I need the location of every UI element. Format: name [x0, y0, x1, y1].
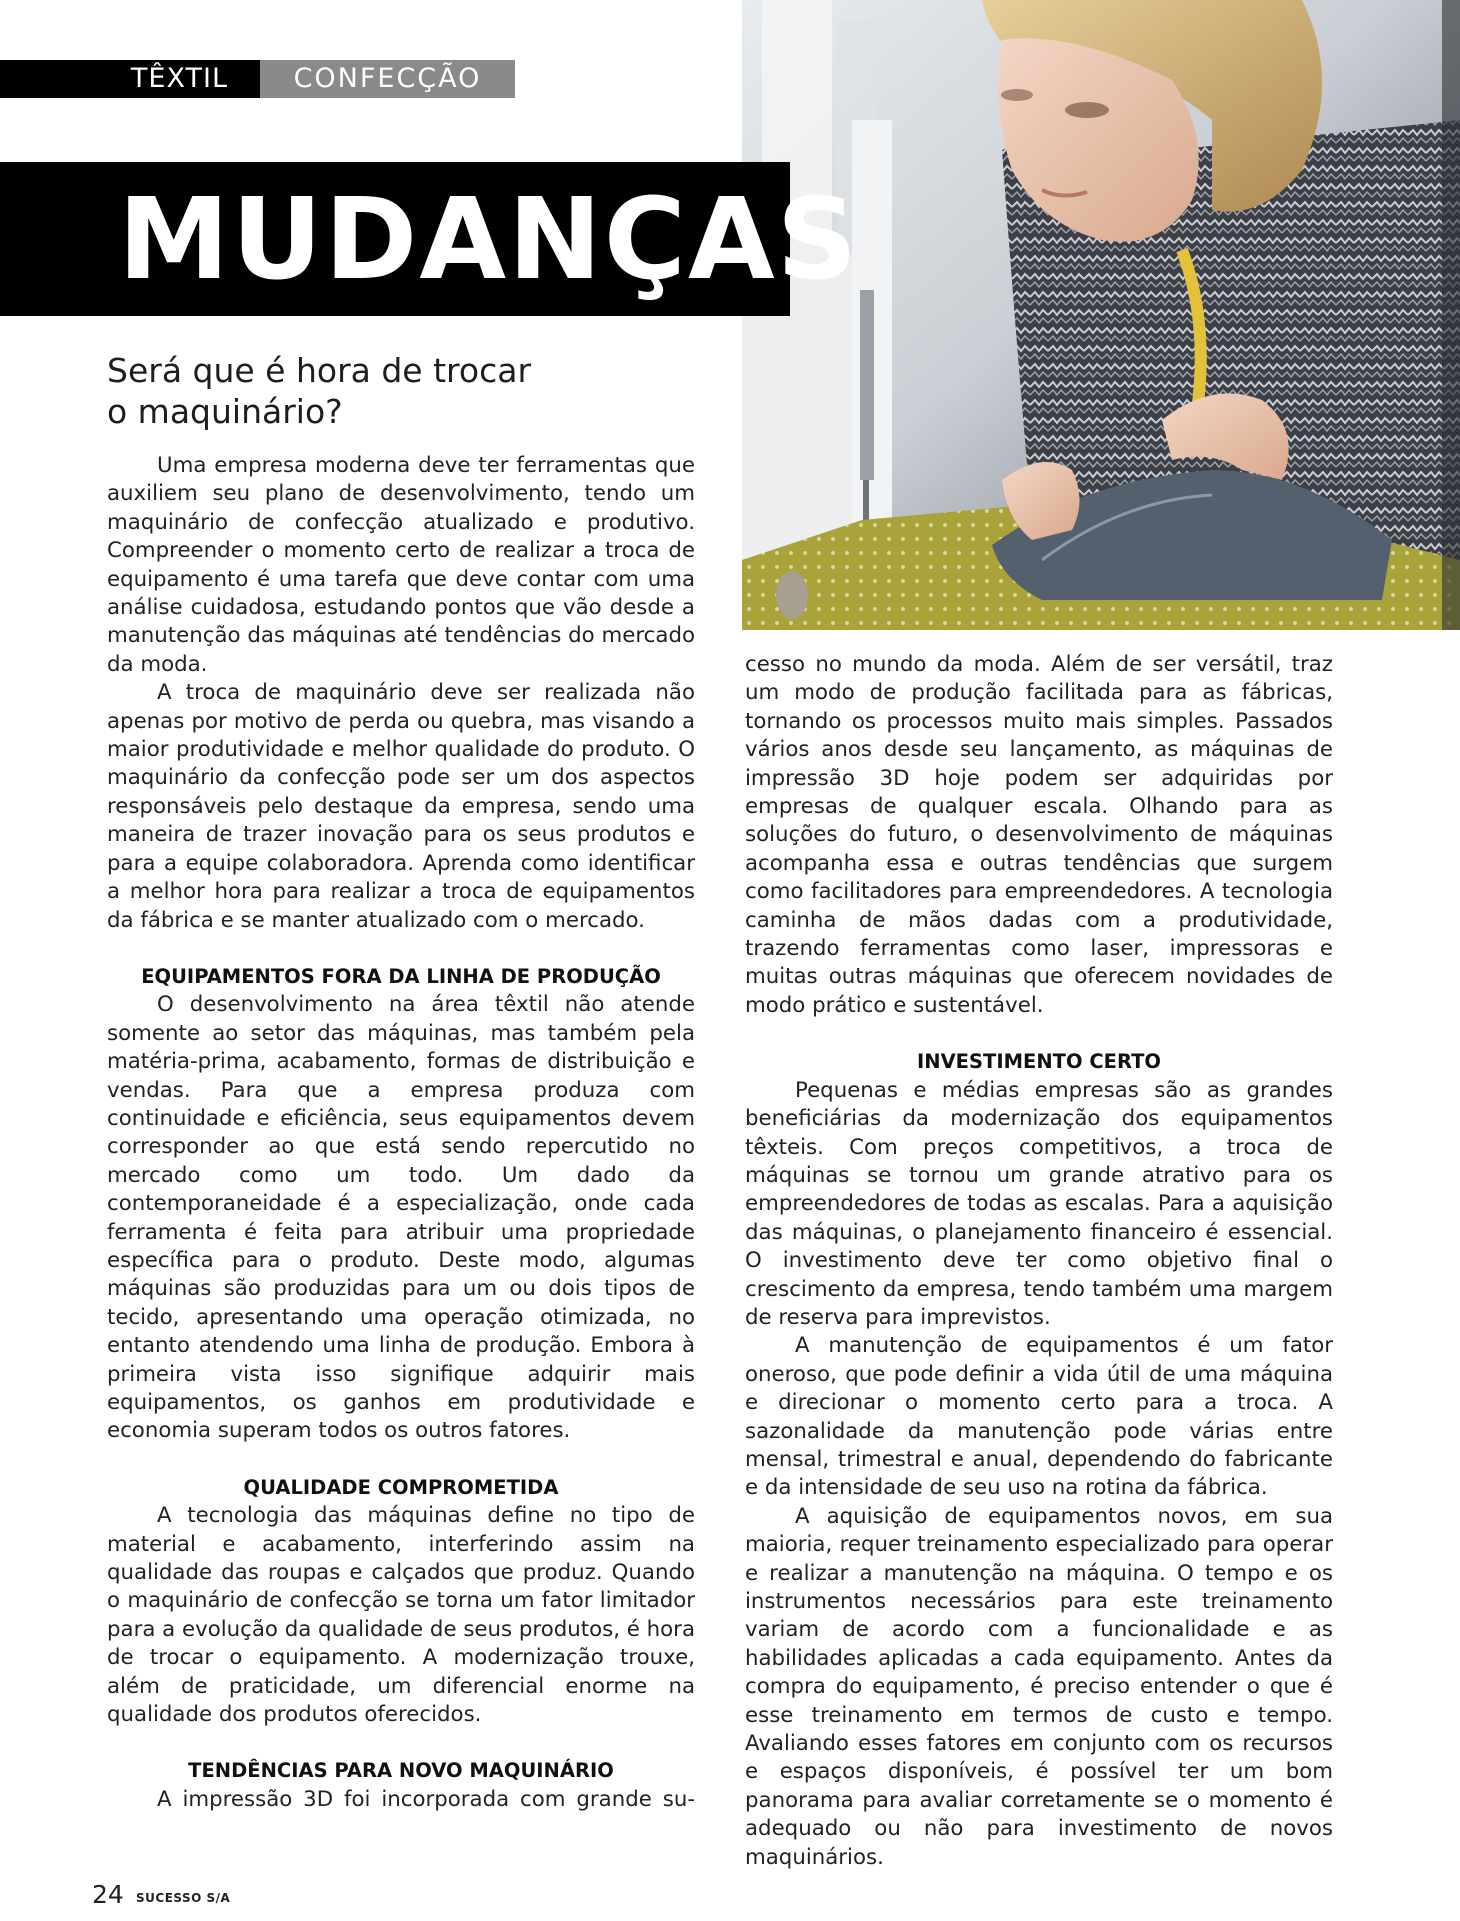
paragraph: A tecnologia das máquinas define no tipo de material e acabamento, interferindo assim na qualidade das roupas e calçados que produz. Quando o maquinário de confecção se torna um fator limitador para a evolução da qualidade de seus produtos, é hora de trocar o equipamento. A modernização trouxe, além de praticidade, um diferencial enorme na qualidade dos produtos oferecidos.: [107, 1503, 695, 1728]
paragraph: cesso no mundo da moda. Além de ser versátil, traz um modo de produção facilitada para as fábricas, tornando os processos muito mais simples. Passados vários anos desde seu lançamento, as máquinas de impressão 3D hoje podem ser adquiridas por empresas de qualquer escala. Olhando para as soluções do futuro, o desenvolvimento de máquinas acompanha essa e outras tendências que surgem como facilitadores para empreendedores. A tecnologia caminha de mãos dadas com a produtividade, trazendo ferramentas como laser, impressoras e muitas outras máquinas que oferecem novidades de modo prático e sustentável.: [745, 652, 1333, 1018]
article-photo: [742, 0, 1460, 630]
section-tag-confeccao: CONFECÇÃO: [260, 60, 515, 98]
paragraph: A impressão 3D foi incorporada com grande su-: [157, 1786, 695, 1812]
paragraph: Uma empresa moderna deve ter ferramentas que auxiliem seu plano de desenvolvimento, tendo um maquinário de confecção atualizado e produtivo. Compreender o momento certo de realizar a troca de equipamento é uma tarefa que deve contar com uma análise cuidadosa, estudando pontos que vão desde a manutenção das máquinas até tendências do mercado da moda.: [107, 453, 695, 677]
article-title: MUDANÇAS: [118, 175, 860, 305]
subtitle-line-1: Será que é hora de trocar: [107, 351, 532, 390]
section-heading: QUALIDADE COMPROMETIDA: [243, 1475, 559, 1499]
paragraph: A manutenção de equipamentos é um fator oneroso, que pode definir a vida útil de uma máquina e direcionar o momento certo para a troca. A sazonalidade da manutenção pode várias entre mensal, trimestral e anual, dependendo do fabricante e da intensidade de seu uso na rotina da fábrica.: [745, 1333, 1333, 1501]
section-tag-textil: TÊXTIL: [0, 60, 260, 98]
subtitle-line-2: o maquinário?: [107, 392, 343, 431]
magazine-name: SUCESSO S/A: [136, 1891, 231, 1905]
section-heading: EQUIPAMENTOS FORA DA LINHA DE PRODUÇÃO: [141, 964, 661, 988]
paragraph: A aquisição de equipamentos novos, em sua maioria, requer treinamento especializado para operar e realizar a manutenção na máquina. O tempo e os instrumentos necessários para este treinamento variam de acordo com a funcionalidade e as habilidades aplicadas a cada equipamento. Antes da compra do equipamento, é preciso entender o que é esse treinamento em termos de custo e tempo. Avaliando esses fatores em conjunto com os recursos e espaços disponíveis, é possível ter um bom panorama para avaliar corretamente se o momento é adequado ou não para investimento de novos maquinários.: [745, 1503, 1333, 1870]
page-number: 24: [92, 1880, 124, 1909]
paragraph: Pequenas e médias empresas são as grandes beneficiárias da modernização dos equipamentos têxteis. Com preços competitivos, a troca de máquinas se tornou um grande atrativo para os empreendedores de todas as escalas. Para a aquisição das máquinas, o planejamento financeiro é essencial. O investimento deve ter como objetivo final o crescimento da empresa, tendo também uma margem de reserva para imprevistos.: [745, 1077, 1333, 1330]
article-subtitle: [107, 350, 727, 432]
paragraph: A troca de maquinário deve ser realizada não apenas por motivo de perda ou quebra, mas visando a maior produtividade e melhor qualidade do produto. O maquinário da confecção pode ser um dos aspectos responsáveis pelo destaque da empresa, sendo uma maneira de trazer inovação para os seus produtos e para a equipe colaboradora. Aprenda como identificar a melhor hora para realizar a troca de equipamentos da fábrica e se manter atualizado com o mercado.: [107, 680, 695, 933]
paragraph: O desenvolvimento na área têxtil não atende somente ao setor das máquinas, mas também pela matéria-prima, acabamento, formas de distribuição e vendas. Para que a empresa produza com continuidade e eficiência, seus equipamentos devem corresponder ao que está sendo repercutido no mercado como um todo. Um dado da contemporaneidade é a especialização, onde cada ferramenta é feita para atribuir uma propriedade específica para o produto. Deste modo, algumas máquinas são produzidas para um ou dois tipos de tecido, apresentando uma operação otimizada, no entanto atendendo uma linha de produção. Embora à primeira vista isso signifique adquirir mais equipamentos, os ganhos em produtividade e economia superam todos os outros fatores.: [107, 992, 695, 1444]
section-heading: INVESTIMENTO CERTO: [917, 1050, 1161, 1074]
section-heading: TENDÊNCIAS PARA NOVO MAQUINÁRIO: [188, 1759, 614, 1783]
right-column: [745, 651, 1333, 1872]
left-column: [107, 452, 695, 1814]
